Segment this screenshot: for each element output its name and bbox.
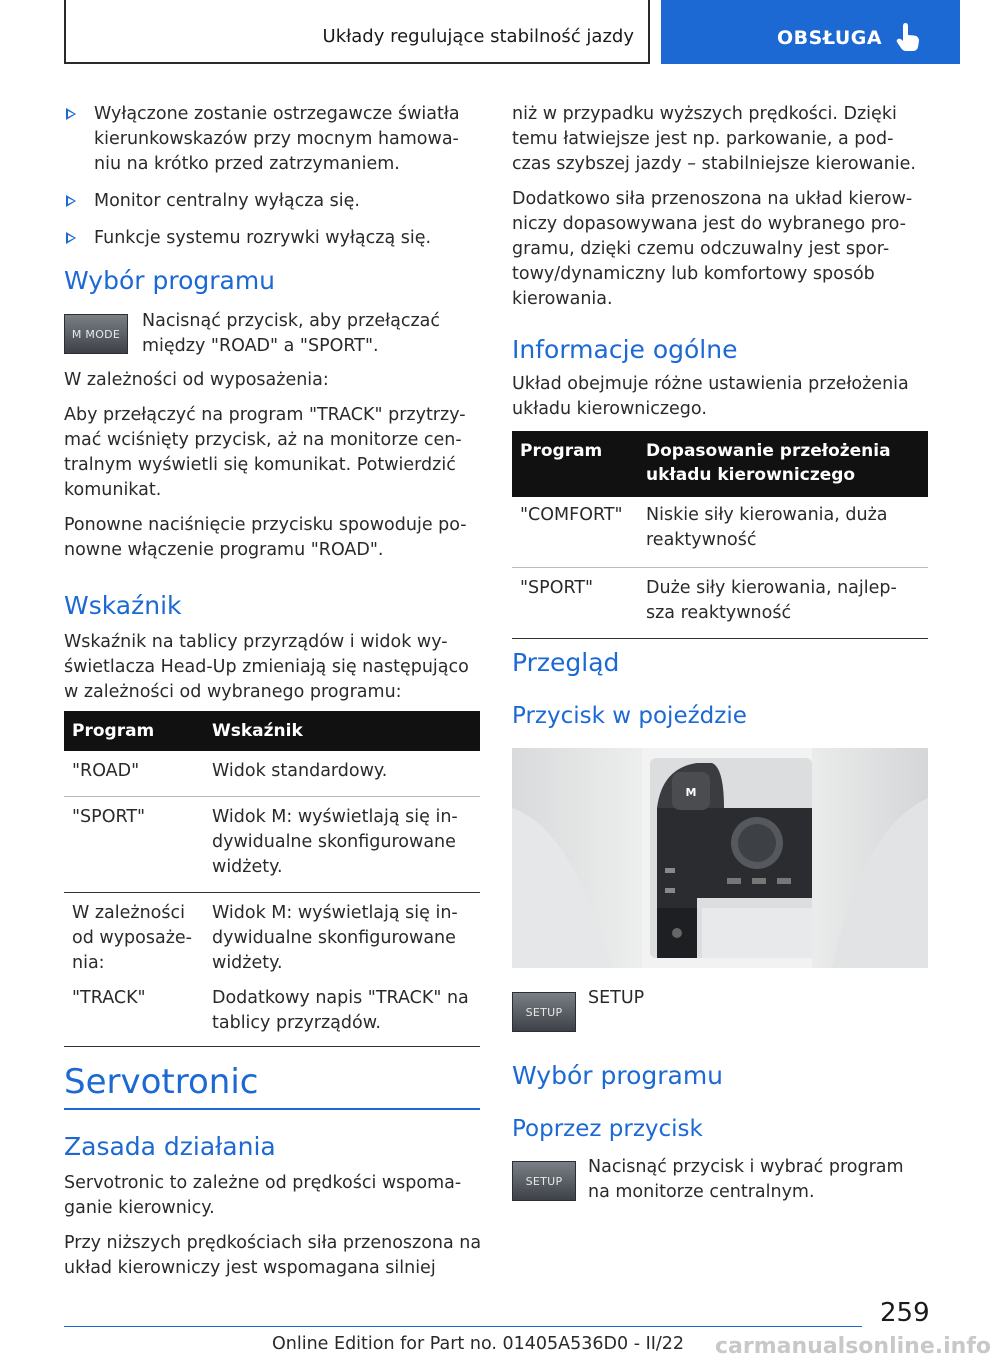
table-cell: Widok M: wyświetlają się in-dywidualne skonfigurowane widżety. [204,797,480,893]
bullet-triangle-icon [66,108,76,120]
table-row [64,893,480,983]
heading-przeglad: Przegląd [512,648,620,677]
bullet-triangle-icon [66,195,76,207]
table-cell: "COMFORT" [512,497,638,568]
hand-pointer-icon [895,22,923,52]
chapter-title: OBSŁUGA [777,27,883,49]
list-item [64,226,482,251]
heading-wybor-programu: Wybór programu [64,266,276,295]
table-cell: Dodatkowy napis "TRACK" na tablicy przyrządów. [204,982,480,1047]
table-row [64,982,480,1047]
table-cell: Widok standardowy. [204,751,480,797]
heading-zasada-dzialania: Zasada działania [64,1132,276,1161]
setup-button-2: SETUP [512,1161,576,1201]
bullet-triangle-icon [66,232,76,244]
section-header [64,0,650,64]
table-cell: Widok M: wyświetlają się in-dywidualne skonfigurowane widżety. [212,903,458,973]
footer-rule [64,1326,862,1327]
table-cell: "ROAD" [64,751,204,797]
chapter-tab[interactable] [661,0,960,64]
paragraph: Aby przełączyć na program "TRACK" przytrzy-mać wciśnięty przycisk, aż na monitorze cen-tralnym wyświetli się komunikat. Potwierdzić komunikat. [64,405,466,500]
list-item [64,102,482,177]
left-paragraphs [64,368,482,563]
paragraph: Servotronic to zależne od prędkości wspoma-ganie kierownicy. [64,1173,462,1218]
poprzez-text: Nacisnąć przycisk i wybrać program na monitorze centralnym. [588,1157,904,1202]
heading-servotronic: Servotronic [64,1062,259,1102]
table-header: Dopasowanie przełożenia układu kierowniczego [638,431,928,497]
page-number: 259 [880,1298,930,1328]
table-cell: "TRACK" [64,982,204,1047]
table-cell: Niskie siły kierowania, duża reaktywność [638,497,928,568]
heading-informacje-ogolne: Informacje ogólne [512,335,738,364]
m-mode-text: Nacisnąć przycisk, aby przełączać między "ROAD" a "SPORT". [142,311,440,356]
paragraph: niż w przypadku wyższych prędkości. Dzięki temu łatwiejsze jest np. parkowanie, a pod-czas szybszej jazdy – stabilniejsze kierowanie. [512,104,916,174]
table-cell: W zależności od wyposaże-nia: [72,903,192,973]
heading-wybor-programu-2: Wybór programu [512,1061,724,1090]
table-cell: Duże siły kierowania, najlep-sza reaktywność [638,568,928,639]
heading-wskaznik: Wskaźnik [64,591,182,620]
table-header: Wskaźnik [204,711,480,751]
table-row [64,797,480,893]
wskaznik-text: Wskaźnik na tablicy przyrządów i widok wy-świetlacza Head-Up zmieniają się następująco w zależności od wybranego programu: [64,632,469,702]
list-item-text: Monitor centralny wyłącza się. [94,191,360,211]
info-text: Układ obejmuje różne ustawienia przełożenia układu kierowniczego. [512,374,909,419]
heading-rule [64,1108,480,1110]
watermark: carmanualsonline.info [715,1334,991,1359]
left-column [64,102,482,251]
heading-poprzez-przycisk: Poprzez przycisk [512,1116,703,1142]
table-row [512,568,928,639]
program-display-table [64,711,480,1047]
m-mode-button: M MODE [64,314,128,354]
setup-label: SETUP [588,988,645,1008]
steering-ratio-table [512,431,928,639]
table-header: Program [512,431,638,497]
right-column-top [512,102,932,312]
table-cell: "SPORT" [64,797,204,893]
edition-note: Online Edition for Part no. 01405A536D0 - II/22 [272,1334,685,1354]
section-title: Układy regulujące stabilność jazdy [322,26,634,47]
paragraph: W zależności od wyposażenia: [64,370,329,390]
paragraph: Przy niższych prędkościach siła przenoszona na układ kierowniczy jest wspomagana silniej [64,1233,482,1278]
list-item [64,189,482,214]
setup-button: SETUP [512,992,576,1032]
paragraph: Dodatkowo siła przenoszona na układ kierow-niczy dopasowywana jest do wybranego pro-gramu, dzięki czemu odczuwalny jest spor-towy/dynamiczny lub komfortowy sposób kierowania. [512,189,913,309]
table-header-row [64,711,480,751]
heading-przycisk-w-pojezdzie: Przycisk w pojeździe [512,703,747,729]
table-cell: "SPORT" [512,568,638,639]
paragraph: Ponowne naciśnięcie przycisku spowoduje po-nowne włączenie programu "ROAD". [64,515,467,560]
zasada-paragraphs [64,1171,482,1281]
list-item-text: Wyłączone zostanie ostrzegawcze światła kierunkowskazów przy mocnym hamowa-niu na krótko przed zatrzymaniem. [94,104,460,174]
center-console-photo [512,748,928,968]
table-header-row [512,431,928,497]
table-row [512,497,928,568]
table-row [64,751,480,797]
table-header: Program [64,711,204,751]
list-item-text: Funkcje systemu rozrywki wyłączą się. [94,228,432,248]
svg-text:M: M [685,786,697,799]
